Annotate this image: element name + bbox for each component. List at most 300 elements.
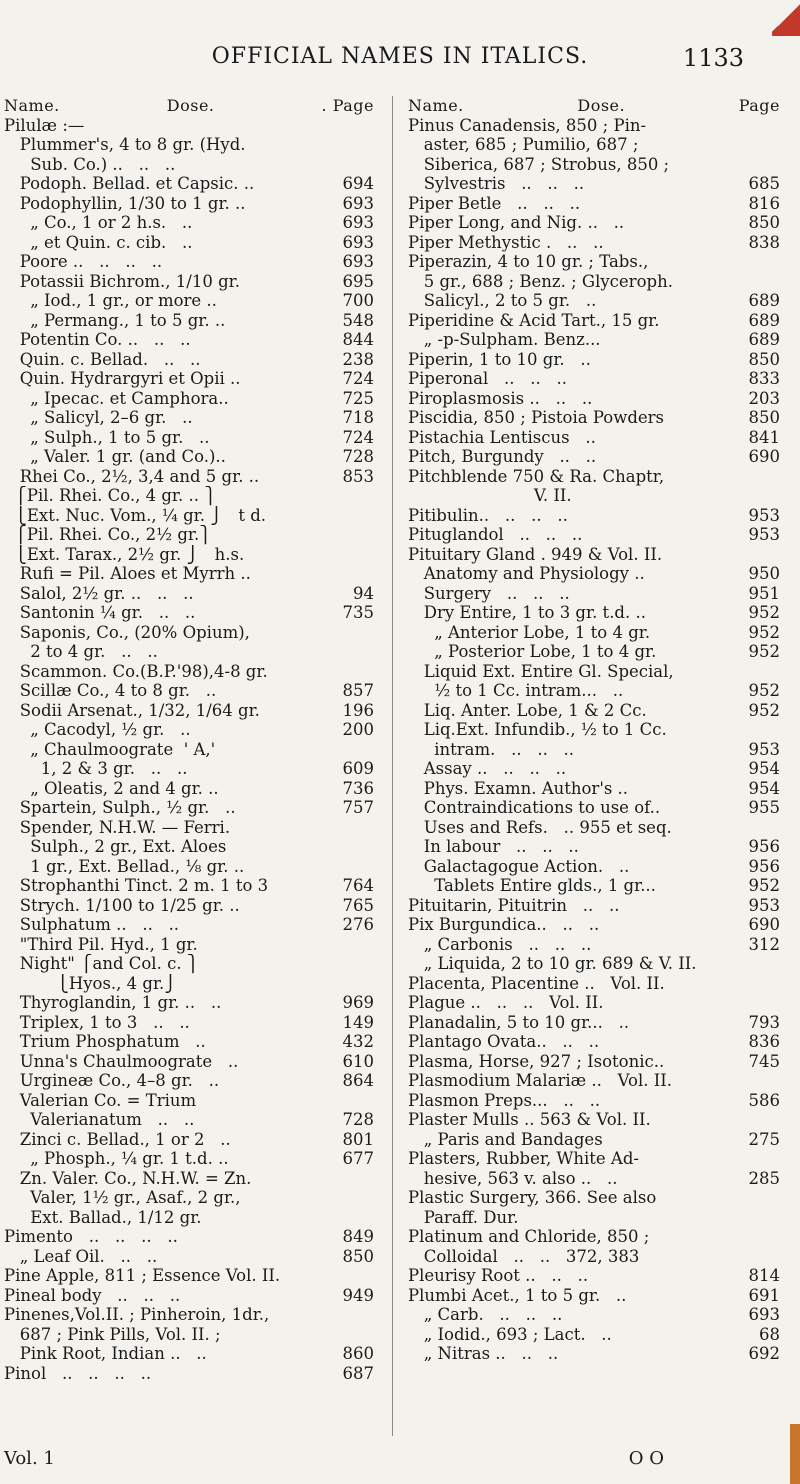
entry-text: Sylvestris .. .. .. — [408, 174, 585, 193]
entry-text: Paraff. Dur. — [408, 1207, 519, 1227]
index-entry — [408, 1091, 780, 1111]
entry-page: 850 — [748, 349, 780, 369]
index-entry — [4, 954, 374, 974]
index-entry — [408, 174, 780, 194]
entry-text: Piperidine & Acid Tart., 15 gr. — [408, 310, 660, 330]
entry-page: 196 — [342, 700, 374, 720]
index-entry — [408, 1149, 780, 1169]
entry-page: 312 — [748, 934, 780, 954]
entry-page: 718 — [342, 408, 374, 427]
entry-text: Pinus Canadensis, 850 ; Pin- — [408, 115, 647, 135]
index-entry — [408, 818, 780, 838]
entry-text: Pitchblende 750 & Ra. Chaptr, — [408, 466, 665, 486]
index-entry — [408, 428, 780, 448]
index-entry — [408, 896, 780, 916]
entry-page: 690 — [748, 915, 780, 934]
index-entry — [408, 915, 780, 935]
index-entry — [4, 1266, 374, 1286]
entry-page: 586 — [748, 1090, 780, 1110]
index-entry — [4, 252, 374, 272]
entry-text: Pix Burgundica.. .. .. — [408, 915, 600, 934]
index-entry — [4, 545, 374, 565]
entry-text: Zn. Valer. Co., N.H.W. = Zn. — [4, 1168, 252, 1188]
entry-text: ⎩Ext. Tarax., 2½ gr. ⎭ h.s. — [4, 544, 245, 564]
left-entry-list — [4, 116, 374, 1384]
entry-page: 68 — [759, 1324, 780, 1344]
entry-text: ⎩Hyos., 4 gr.⎭ — [4, 973, 177, 993]
entry-text: „ Co., 1 or 2 h.s. .. — [4, 213, 193, 232]
entry-text: Placenta, Placentine .. Vol. II. — [408, 973, 665, 993]
index-entry — [408, 369, 780, 389]
dose-heading: Dose. — [166, 96, 215, 115]
index-entry — [4, 291, 374, 311]
entry-text: „ Carb. .. .. .. — [408, 1305, 563, 1324]
index-entry — [408, 213, 780, 233]
entry-text: Pituglandol .. .. .. — [408, 525, 583, 544]
index-entry — [4, 662, 374, 682]
index-entry — [408, 974, 780, 994]
page-heading: . Page — [321, 96, 374, 115]
index-entry — [408, 194, 780, 214]
entry-text: Podoph. Bellad. et Capsic. .. — [4, 174, 255, 193]
entry-page: 953 — [748, 739, 780, 759]
index-entry — [4, 896, 374, 916]
entry-text: Thyroglandin, 1 gr. .. .. — [4, 993, 222, 1012]
right-entry-list — [408, 116, 780, 1364]
entry-text: „ Liquida, 2 to 10 gr. 689 & V. II. — [408, 954, 697, 973]
index-entry — [408, 155, 780, 175]
entry-page: 94 — [353, 583, 374, 603]
entry-text: Pistachia Lentiscus .. — [408, 427, 596, 447]
index-entry — [4, 447, 374, 467]
entry-text: Ext. Ballad., 1/12 gr. — [4, 1207, 202, 1227]
entry-text: Anatomy and Physiology .. — [408, 564, 645, 583]
index-entry — [408, 584, 780, 604]
index-entry — [4, 798, 374, 818]
name-heading: Name. — [4, 96, 60, 115]
entry-page: 952 — [748, 603, 780, 622]
entry-text: ⎧Pil. Rhei. Co., 2½ gr.⎫ — [4, 525, 212, 544]
index-entry — [408, 857, 780, 877]
entry-text: Planadalin, 5 to 10 gr... .. — [408, 1012, 630, 1032]
entry-page: 724 — [342, 369, 374, 388]
index-entry — [4, 564, 374, 584]
entry-text: Phys. Examn. Author's .. — [408, 778, 629, 798]
entry-text: Pituitary Gland . 949 & Vol. II. — [408, 544, 663, 564]
index-entry — [408, 759, 780, 779]
signature-mark: O O — [628, 1448, 664, 1469]
entry-text: Pinol .. .. .. .. — [4, 1363, 152, 1383]
entry-page: 864 — [342, 1071, 374, 1090]
entry-text: „ Paris and Bandages — [408, 1129, 603, 1149]
entry-text: Triplex, 1 to 3 .. .. — [4, 1012, 190, 1032]
entry-text: Saponis, Co., (20% Opium), — [4, 622, 250, 642]
entry-page: 725 — [342, 388, 374, 408]
entry-text: „ Anterior Lobe, 1 to 4 gr. — [408, 622, 651, 642]
entry-text: Zinci c. Bellad., 1 or 2 .. — [4, 1129, 231, 1149]
entry-text: „ Iod., 1 gr., or more .. — [4, 291, 217, 310]
index-entry — [408, 642, 780, 662]
index-entry — [4, 1130, 374, 1150]
entry-page: 849 — [342, 1227, 374, 1246]
entry-page: 836 — [748, 1032, 780, 1051]
index-entry — [4, 428, 374, 448]
entry-text: „ Valer. 1 gr. (and Co.).. — [4, 447, 226, 466]
index-entry — [4, 1325, 374, 1345]
entry-page: 149 — [342, 1012, 374, 1032]
index-entry — [408, 1344, 780, 1364]
index-entry — [4, 701, 374, 721]
index-entry — [408, 116, 780, 136]
index-entry — [4, 1344, 374, 1364]
entry-page: 956 — [748, 837, 780, 856]
page-heading: Page — [738, 96, 780, 115]
index-entry — [408, 935, 780, 955]
index-entry — [408, 447, 780, 467]
entry-page: 952 — [748, 622, 780, 642]
entry-text: ⎩Ext. Nuc. Vom., ¼ gr. ⎭ t d. — [4, 505, 267, 525]
entry-text: Pilulæ :— — [4, 115, 85, 135]
index-entry — [408, 252, 780, 272]
volume-label: Vol. 1 — [4, 1448, 55, 1469]
index-entry — [4, 389, 374, 409]
index-entry — [408, 701, 780, 721]
entry-text: Piscidia, 850 ; Pistoia Powders — [408, 408, 665, 427]
entry-page: 432 — [342, 1032, 374, 1051]
index-entry — [408, 1305, 780, 1325]
entry-text: Unna's Chaulmoograte .. — [4, 1051, 239, 1071]
index-entry — [408, 350, 780, 370]
index-entry — [408, 291, 780, 311]
index-entry — [4, 155, 374, 175]
entry-text: Plaster Mulls .. 563 & Vol. II. — [408, 1110, 651, 1129]
entry-text: Scammon. Co.(B.P.'98),4-8 gr. — [4, 661, 268, 681]
entry-text: Pleurisy Root .. .. .. — [408, 1266, 589, 1285]
entry-text: „ Nitras .. .. .. — [408, 1344, 559, 1363]
entry-text: Piperin, 1 to 10 gr. .. — [408, 349, 591, 369]
entry-text: Urgineæ Co., 4–8 gr. .. — [4, 1071, 220, 1090]
entry-text: 1, 2 & 3 gr. .. .. — [4, 759, 188, 778]
entry-page: 860 — [342, 1344, 374, 1363]
entry-text: Sodii Arsenat., 1/32, 1/64 gr. — [4, 700, 260, 720]
entry-text: Plummer's, 4 to 8 gr. (Hyd. — [4, 135, 246, 154]
index-entry — [4, 837, 374, 857]
index-entry — [4, 915, 374, 935]
entry-text: Valerianatum .. .. — [4, 1110, 195, 1129]
index-entry — [408, 1071, 780, 1091]
entry-text: "Third Pil. Hyd., 1 gr. — [4, 934, 198, 954]
entry-text: „ Posterior Lobe, 1 to 4 gr. — [408, 642, 657, 661]
entry-text: Valerian Co. = Trium — [4, 1090, 197, 1110]
entry-text: „ Phosph., ¼ gr. 1 t.d. .. — [4, 1149, 229, 1168]
index-entry — [408, 1208, 780, 1228]
entry-page: 850 — [342, 1246, 374, 1266]
entry-page: 954 — [748, 778, 780, 798]
entry-page: 833 — [748, 369, 780, 388]
entry-text: Salol, 2½ gr. .. .. .. — [4, 583, 194, 603]
index-entry — [408, 311, 780, 331]
index-entry — [408, 545, 780, 565]
index-entry — [408, 779, 780, 799]
entry-text: Colloidal .. .. 372, 383 — [408, 1246, 640, 1266]
entry-page: 724 — [342, 427, 374, 447]
entry-text: Valer, 1½ gr., Asaf., 2 gr., — [4, 1188, 241, 1207]
index-entry — [4, 1286, 374, 1306]
entry-text: Platinum and Chloride, 850 ; — [408, 1227, 650, 1246]
entry-text: Podophyllin, 1/30 to 1 gr. .. — [4, 193, 246, 213]
entry-page: 953 — [748, 525, 780, 544]
entry-page: 548 — [342, 310, 374, 330]
index-entry — [408, 467, 780, 487]
index-entry — [408, 1013, 780, 1033]
index-entry — [4, 1013, 374, 1033]
name-heading: Name. — [408, 96, 464, 115]
page-header — [0, 44, 800, 80]
index-entry — [4, 584, 374, 604]
entry-page: 857 — [342, 681, 374, 700]
entry-text: Pituitarin, Pituitrin .. .. — [408, 895, 620, 915]
index-entry — [4, 681, 374, 701]
entry-page: 757 — [342, 798, 374, 817]
entry-page: 693 — [342, 193, 374, 213]
index-entry — [4, 116, 374, 136]
index-entry — [408, 662, 780, 682]
index-entry — [4, 1188, 374, 1208]
index-entry — [4, 467, 374, 487]
index-entry — [4, 369, 374, 389]
entry-text: Piper Methystic . .. .. — [408, 232, 604, 252]
entry-page: 610 — [342, 1051, 374, 1071]
entry-text: Plasters, Rubber, White Ad- — [408, 1149, 639, 1168]
index-entry — [4, 350, 374, 370]
index-entry — [408, 954, 780, 974]
index-entry — [408, 798, 780, 818]
entry-page: 841 — [748, 427, 780, 447]
entry-text: „ et Quin. c. cib. .. — [4, 232, 193, 252]
index-entry — [408, 389, 780, 409]
entry-text: Piperazin, 4 to 10 gr. ; Tabs., — [408, 252, 649, 271]
entry-text: Surgery .. .. .. — [408, 583, 570, 603]
entry-page: 850 — [748, 213, 780, 232]
index-entry — [4, 233, 374, 253]
entry-text: Pinenes,Vol.II. ; Pinheroin, 1dr., — [4, 1305, 270, 1324]
entry-text: „ Salicyl, 2–6 gr. .. — [4, 408, 193, 427]
entry-text: „ Ipecac. et Camphora.. — [4, 388, 229, 408]
index-entry — [408, 1052, 780, 1072]
entry-page: 801 — [342, 1129, 374, 1149]
entry-page: 693 — [342, 232, 374, 252]
entry-text: Liquid Ext. Entire Gl. Special, — [408, 661, 674, 681]
entry-page: 956 — [748, 856, 780, 876]
entry-page: 950 — [748, 564, 780, 583]
entry-page: 735 — [342, 603, 374, 622]
index-entry — [4, 194, 374, 214]
entry-page: 693 — [342, 213, 374, 232]
entry-text: Plague .. .. .. Vol. II. — [408, 993, 604, 1012]
entry-text: Plastic Surgery, 366. See also — [408, 1188, 657, 1207]
entry-page: 952 — [748, 876, 780, 895]
entry-text: Santonin ¼ gr. .. .. — [4, 603, 196, 622]
entry-text: Pink Root, Indian .. .. — [4, 1344, 207, 1363]
entry-page: 728 — [342, 447, 374, 466]
index-entry — [408, 564, 780, 584]
index-entry — [408, 135, 780, 155]
index-entry — [4, 857, 374, 877]
index-entry — [4, 1052, 374, 1072]
left-column-header — [4, 96, 374, 116]
entry-text: V. II. — [408, 486, 572, 505]
entry-text: Plasmon Preps... .. .. — [408, 1090, 601, 1110]
entry-text: Pineal body .. .. .. — [4, 1285, 181, 1305]
index-entry — [408, 1266, 780, 1286]
entry-text: Liq. Anter. Lobe, 1 & 2 Cc. — [408, 700, 647, 720]
entry-text: Piper Long, and Nig. .. .. — [408, 213, 625, 232]
entry-page: 853 — [342, 466, 374, 486]
entry-text: ½ to 1 Cc. intram... .. — [408, 681, 624, 700]
entry-text: Contraindications to use of.. — [408, 798, 661, 817]
entry-text: Pitibulin.. .. .. .. — [408, 505, 568, 525]
entry-page: 692 — [748, 1344, 780, 1363]
entry-page: 609 — [342, 759, 374, 778]
index-entry — [408, 1110, 780, 1130]
entry-text: „ Carbonis .. .. .. — [408, 934, 592, 954]
entry-page: 952 — [748, 642, 780, 661]
entry-text: Plasmodium Malariæ .. Vol. II. — [408, 1071, 672, 1090]
entry-text: 5 gr., 688 ; Benz. ; Glyceroph. — [408, 271, 673, 291]
entry-text: „ Leaf Oil. .. .. — [4, 1246, 158, 1266]
index-entry — [4, 1071, 374, 1091]
entry-text: Piperonal .. .. .. — [408, 369, 567, 388]
index-entry — [4, 525, 374, 545]
entry-page: 677 — [342, 1149, 374, 1168]
right-column-header — [408, 96, 780, 116]
index-entry — [408, 740, 780, 760]
entry-text: „ Oleatis, 2 and 4 gr. .. — [4, 778, 219, 798]
page-title: OFFICIAL NAMES IN ITALICS. — [211, 44, 589, 69]
entry-text: „ Chaulmoograte ' A,' — [4, 739, 216, 759]
entry-page: 276 — [342, 915, 374, 934]
entry-text: Galactagogue Action. .. — [408, 856, 630, 876]
index-entry — [4, 740, 374, 760]
entry-page: 949 — [342, 1285, 374, 1305]
page-corner-mark — [772, 0, 800, 36]
entry-page: 764 — [342, 876, 374, 895]
entry-text: Potentin Co. .. .. .. — [4, 330, 191, 349]
entry-text: Siberica, 687 ; Strobus, 850 ; — [408, 154, 670, 174]
entry-page: 700 — [342, 291, 374, 310]
index-entry — [408, 1286, 780, 1306]
entry-page: 200 — [342, 720, 374, 739]
entry-text: „ Cacodyl, ½ gr. .. — [4, 720, 191, 739]
entry-text: Strych. 1/100 to 1/25 gr. .. — [4, 895, 240, 915]
index-entry — [4, 974, 374, 994]
index-entry — [4, 1169, 374, 1189]
index-entry — [4, 1032, 374, 1052]
index-entry — [4, 642, 374, 662]
entry-text: hesive, 563 v. also .. .. — [408, 1168, 618, 1188]
entry-page: 765 — [342, 895, 374, 915]
entry-text: „ Sulph., 1 to 5 gr. .. — [4, 427, 210, 447]
index-entry — [408, 330, 780, 350]
entry-page: 203 — [748, 388, 780, 408]
entry-text: aster, 685 ; Pumilio, 687 ; — [408, 135, 639, 154]
entry-text: Sub. Co.) .. .. .. — [4, 154, 176, 174]
index-entry — [408, 525, 780, 545]
index-entry — [4, 1305, 374, 1325]
entry-page: 954 — [748, 759, 780, 778]
entry-text: intram. .. .. .. — [408, 739, 575, 759]
index-entry — [4, 1091, 374, 1111]
index-entry — [4, 1149, 374, 1169]
entry-text: Dry Entire, 1 to 3 gr. t.d. .. — [408, 603, 646, 622]
index-entry — [4, 1208, 374, 1228]
entry-page: 736 — [342, 778, 374, 798]
entry-page: 844 — [342, 330, 374, 349]
entry-page: 693 — [748, 1305, 780, 1324]
index-entry — [408, 1227, 780, 1247]
index-entry — [408, 1130, 780, 1150]
index-entry — [4, 1247, 374, 1267]
index-entry — [408, 1032, 780, 1052]
index-entry — [408, 603, 780, 623]
entry-page: 691 — [748, 1285, 780, 1305]
index-entry — [4, 135, 374, 155]
entry-text: Plasma, Horse, 927 ; Isotonic.. — [408, 1051, 665, 1071]
index-entry — [4, 272, 374, 292]
entry-text: Pitch, Burgundy .. .. — [408, 447, 597, 466]
entry-page: 952 — [748, 681, 780, 700]
entry-page: 745 — [748, 1051, 780, 1071]
entry-text: Pimento .. .. .. .. — [4, 1227, 178, 1246]
index-entry — [408, 1169, 780, 1189]
index-entry — [4, 174, 374, 194]
index-entry — [408, 506, 780, 526]
index-entry — [4, 818, 374, 838]
index-entry — [4, 779, 374, 799]
entry-page: 953 — [748, 505, 780, 525]
index-entry — [408, 1325, 780, 1345]
index-entry — [408, 408, 780, 428]
index-entry — [408, 486, 780, 506]
index-entry — [4, 935, 374, 955]
index-entry — [4, 506, 374, 526]
entry-text: Night" ⎧and Col. c. ⎫ — [4, 954, 200, 973]
entry-text: „ -p-Sulpham. Benz... — [408, 330, 601, 349]
left-column — [4, 96, 374, 1383]
entry-text: Strophanthi Tinct. 2 m. 1 to 3 — [4, 876, 269, 895]
entry-text: Sulphatum .. .. .. — [4, 915, 180, 934]
index-entry — [4, 1110, 374, 1130]
entry-text: In labour .. .. .. — [408, 837, 579, 856]
dose-heading: Dose. — [577, 96, 626, 115]
page-edge-mark — [790, 1424, 800, 1484]
entry-page: 689 — [748, 330, 780, 349]
index-entry — [408, 681, 780, 701]
index-entry — [4, 876, 374, 896]
entry-text: Poore .. .. .. .. — [4, 252, 163, 271]
entry-page: 838 — [748, 232, 780, 252]
entry-text: Liq.Ext. Infundib., ½ to 1 Cc. — [408, 720, 667, 739]
entry-page: 951 — [748, 583, 780, 603]
index-entry — [408, 837, 780, 857]
entry-text: Plumbi Acet., 1 to 5 gr. .. — [408, 1285, 627, 1305]
entry-text: Pine Apple, 811 ; Essence Vol. II. — [4, 1266, 281, 1285]
page-number: 1133 — [682, 44, 744, 72]
index-entry — [4, 486, 374, 506]
entry-text: Assay .. .. .. .. — [408, 759, 567, 778]
entry-page: 953 — [748, 895, 780, 915]
entry-text: Spender, N.H.W. — Ferri. — [4, 817, 231, 837]
